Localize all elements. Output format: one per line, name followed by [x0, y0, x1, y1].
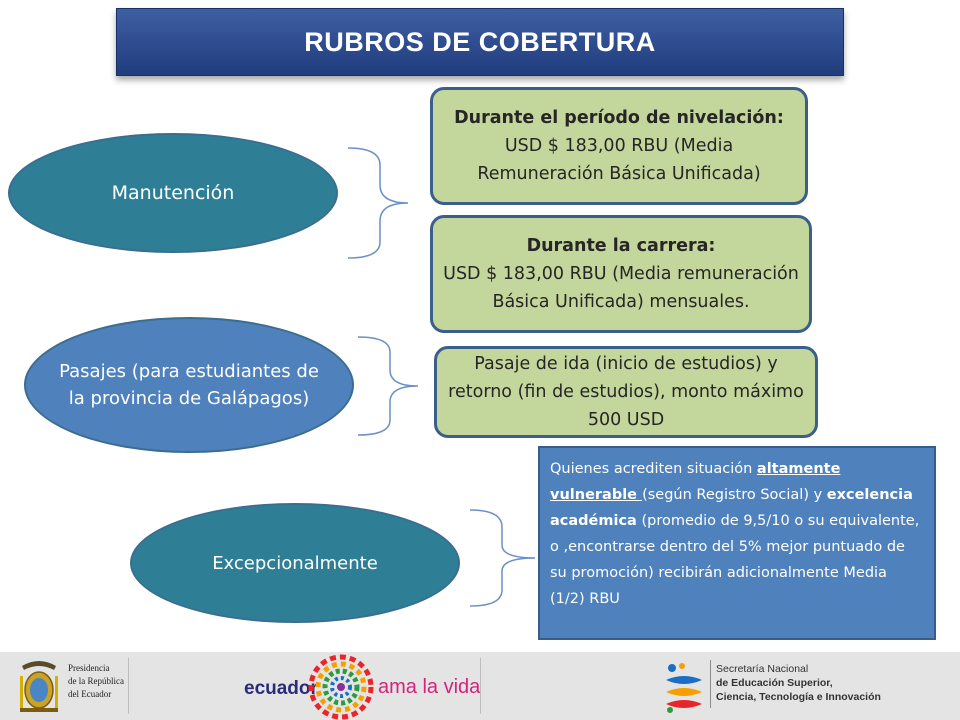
- presidencia-text: [68, 662, 124, 701]
- box-excepcional: [538, 446, 936, 640]
- box-nivelacion-heading: Durante el período de nivelación:: [454, 108, 784, 128]
- footer-logos: [0, 652, 960, 720]
- box-excepcional-text-3: (promedio de 9,5/10 o su equivalente, o ,encontrarse dentro del 5% mejor puntuado de su promoción) recibirán adicionalmente Media (1/2) RBU: [550, 513, 920, 607]
- box-excepcional-bold: excelencia académica: [550, 487, 913, 529]
- box-nivelacion: [430, 87, 808, 205]
- category-pasajes-label: Pasajes (para estudiantes de la provincia de Galápagos): [59, 361, 319, 409]
- page-title: RUBROS DE COBERTURA: [304, 26, 656, 57]
- brace-excepcional: [470, 510, 535, 606]
- box-nivelacion-body: USD $ 183,00 RBU (Media Remuneración Básica Unificada): [477, 136, 761, 184]
- brace-pasajes: [358, 337, 418, 435]
- box-pasaje: [434, 346, 818, 438]
- brace-manutencion: [348, 148, 408, 258]
- senescyt-line-1: Secretaría Nacional: [716, 663, 809, 675]
- presidencia-line-3: del Ecuador: [68, 689, 112, 699]
- ecuador-coat-of-arms-icon: [14, 656, 64, 716]
- senescyt-line-2: de Educación Superior,: [716, 677, 833, 689]
- ecuador-ama-la-vida-logo-icon: [308, 654, 374, 720]
- ama-la-vida-wordmark: ama la vida: [378, 676, 481, 698]
- footer-divider-1: [128, 658, 129, 714]
- box-excepcional-underline: altamente vulnerable: [550, 461, 841, 503]
- box-pasaje-body: Pasaje de ida (inicio de estudios) y retorno (fin de estudios), monto máximo 500 USD: [448, 354, 804, 430]
- senescyt-logo-icon: [660, 658, 708, 714]
- box-excepcional-text-1: Quienes acrediten situación: [550, 461, 757, 477]
- senescyt-separator: [710, 660, 711, 708]
- senescyt-line-3: Ciencia, Tecnología e Innovación: [716, 691, 881, 703]
- box-carrera-body: USD $ 183,00 RBU (Media remuneración Básica Unificada) mensuales.: [443, 264, 799, 312]
- presidencia-line-2: de la República: [68, 676, 124, 686]
- ecuador-wordmark: ecuador: [244, 678, 318, 699]
- box-carrera-heading: Durante la carrera:: [526, 236, 716, 256]
- category-manutencion-label: Manutención: [111, 182, 235, 204]
- senescyt-text: [716, 662, 881, 704]
- category-excepcional-label: Excepcionalmente: [212, 552, 378, 574]
- box-carrera: [430, 215, 812, 333]
- presidencia-line-1: Presidencia: [68, 663, 110, 673]
- box-excepcional-text-2: (según Registro Social) y: [642, 487, 827, 503]
- footer-divider-2: [480, 658, 481, 714]
